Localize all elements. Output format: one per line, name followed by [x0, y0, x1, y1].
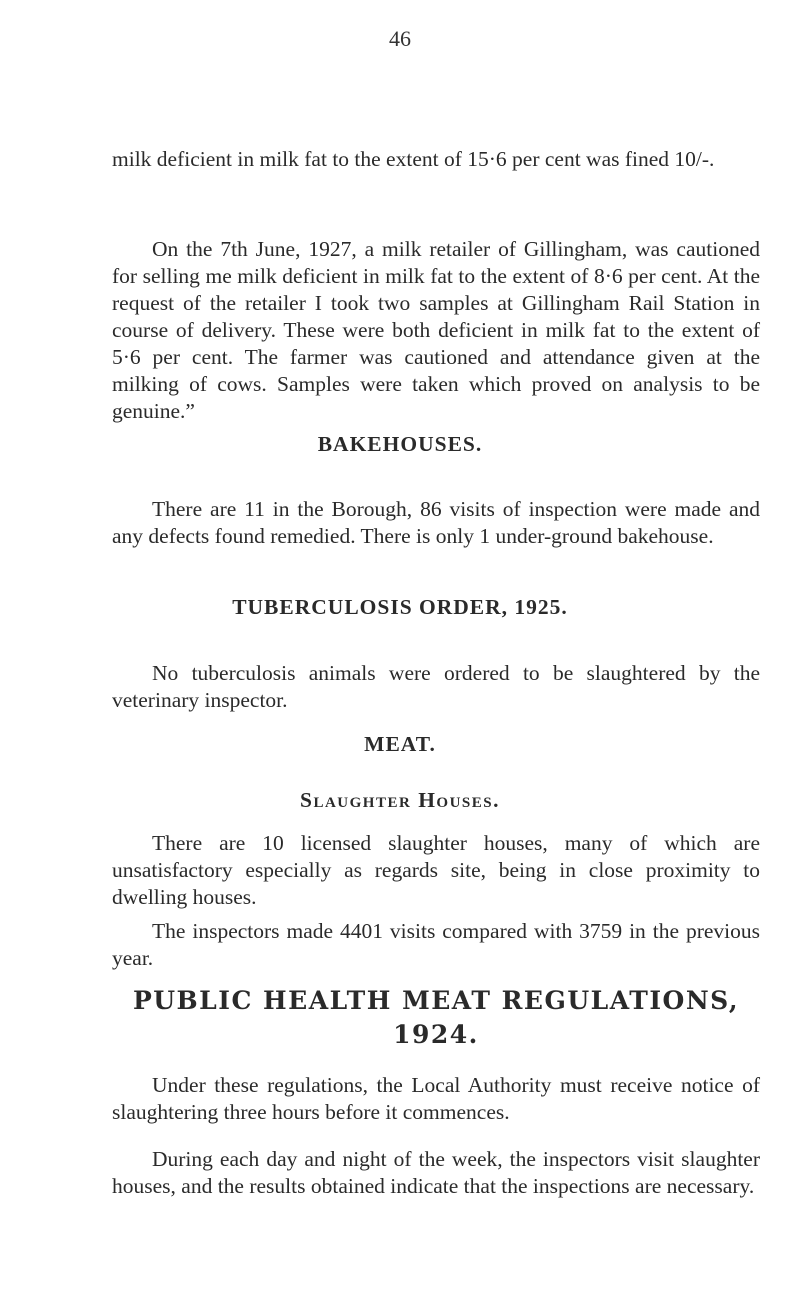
heading-meat-regulations: PUBLIC HEALTH MEAT REGULATIONS, 1924. [132, 986, 740, 1049]
heading-tuberculosis-order: TUBERCULOSIS ORDER, 1925. [232, 595, 568, 619]
paragraph-slaughter-houses: There are 10 licensed slaughter houses, many of which are unsatisfactory especially as regards site, being in close proximity to dwelling houses. [112, 831, 760, 909]
paragraph-daily-inspections: During each day and night of the week, the inspectors visit slaughter houses, and the results obtained indicate that the inspections are necessary. [112, 1147, 760, 1198]
paragraph-inspector-visits: The inspectors made 4401 visits compared with 3759 in the previous year. [112, 919, 760, 970]
heading-meat: MEAT. [364, 732, 436, 756]
paragraph-regulations: Under these regulations, the Local Authority must receive notice of slaughtering three hours before it commences. [112, 1073, 760, 1124]
paragraph-gillingham-retailer: On the 7th June, 1927, a milk retailer of Gillingham, was cautioned for selling me milk deficient in milk fat to the extent of 8·6 per cent. At the request of the retailer I took two samples at Gillingham Rail Station in course of delivery. These were both deficient in milk fat to the extent of 5·6 per cent. The farmer was cautioned and attendance given at the milking of cows. Samples were taken which proved on analysis to be genuine.” [112, 237, 760, 423]
paragraph-fine: milk deficient in milk fat to the extent of 15·6 per cent was fined 10/-. [112, 147, 715, 171]
heading-bakehouses: BAKEHOUSES. [317, 432, 483, 456]
subheading-slaughter-houses: Slaughter Houses. [300, 788, 500, 812]
paragraph-tuberculosis: No tuberculosis animals were ordered to be slaughtered by the veterinary inspector. [112, 661, 760, 712]
page-number: 46 [389, 26, 411, 51]
paragraph-bakehouses: There are 11 in the Borough, 86 visits of inspection were made and any defects found remedied. There is only 1 under-ground bakehouse. [112, 497, 760, 548]
